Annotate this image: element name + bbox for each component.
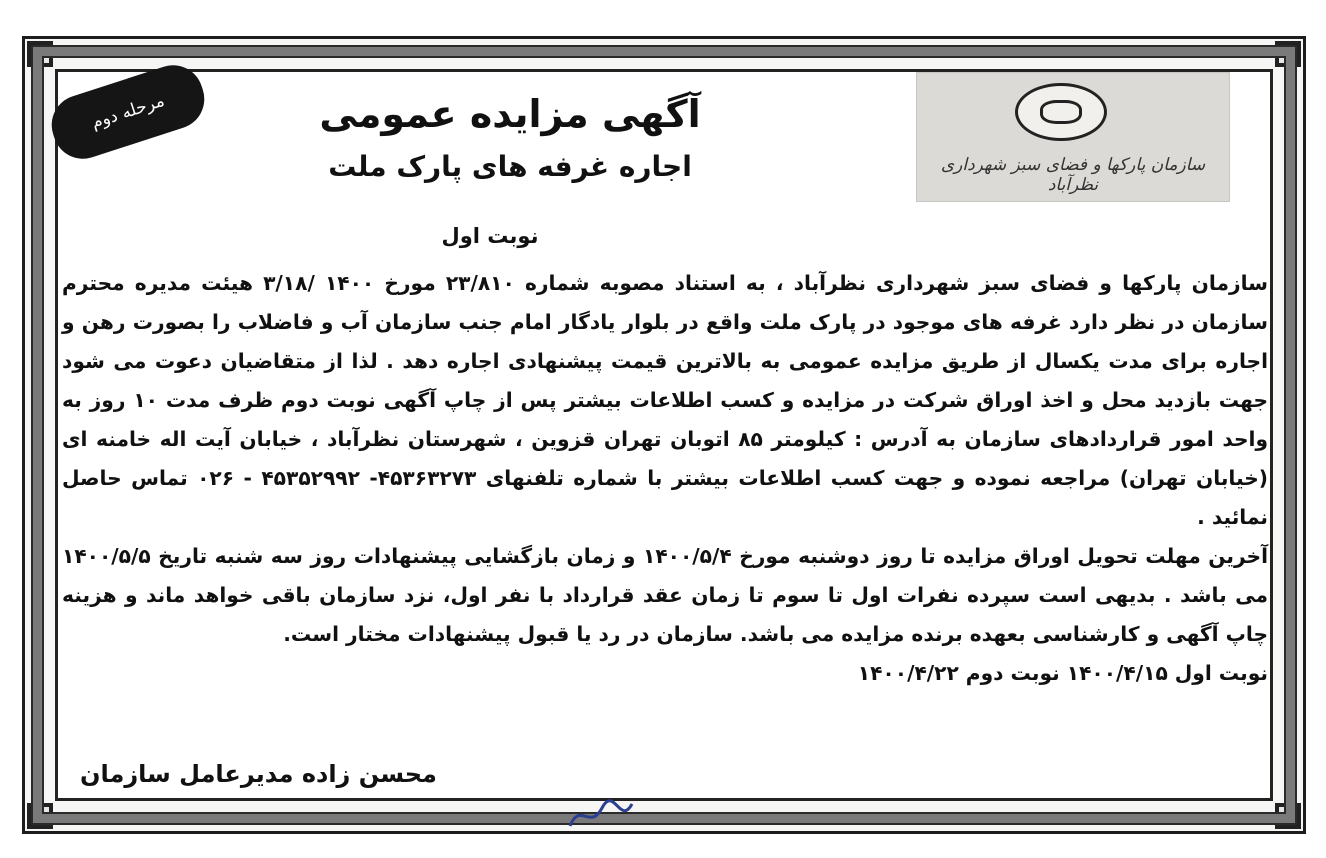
signatory: محسن زاده مدیرعامل سازمان: [80, 760, 437, 788]
logo-org-name: سازمان پارکها و فضای سبز شهرداری نظرآباد: [940, 155, 1206, 195]
body-paragraph-announcement: سازمان پارکها و فضای سبز شهرداری نظرآباد ، به استناد مصوبه شماره ۲۳/۸۱۰ مورخ ۱۴۰۰ /۳/۱۸ هیئت مدیره محترم سازمان در نظر دارد غرفه های موجود در پارک ملت واقع در بلوار یادگار امام جنب سازمان آب و فاضلاب را بصورت رهن و اجاره برای مدت یکسال از طریق مزایده عمومی به بالاترین قیمت پیشنهادی اجاره دهد . لذا از متقاضیان دعوت می شود جهت بازدید محل و اخذ اوراق شرکت در مزایده و کسب اطلاعات بیشتر پس از چاپ آگهی نوبت دوم ظرف مدت ۱۰ روز به واحد امور قراردادهای سازمان به آدرس : کیلومتر ۸۵ اتوبان تهران قزوین ، شهرستان نظرآباد ، خیابان آیت اله خامنه ای (خیابان تهران) مراجعه نموده و جهت کسب اطلاعات بیشتر با شماره تلفنهای ۴۵۳۶۳۲۷۳- ۴۵۳۵۲۹۹۲ - ۰۲۶ تماس حاصل نمائید .: [62, 271, 1269, 529]
round-label: نوبت اول: [441, 224, 539, 248]
emblem-icon: [1015, 83, 1107, 141]
ad-body: [62, 264, 1268, 693]
organization-logo: [916, 72, 1230, 202]
body-paragraph-deadline: آخرین مهلت تحویل اوراق مزایده تا روز دوشنبه مورخ ۱۴۰۰/۵/۴ و زمان بازگشایی پیشنهادات روز سه شنبه تاریخ ۱۴۰۰/۵/۵ می باشد . بدیهی است سپرده نفرات اول تا سوم تا زمان عقد قرارداد با نفر اول، نزد سازمان باقی خواهد ماند و هزینه چاپ آگهی و کارشناسی بعهده برنده مزایده می باشد. سازمان در رد یا قبول پیشنهادات مختار است.: [62, 544, 1268, 646]
stage-badge: مرحله دوم: [44, 57, 212, 166]
ad-title: آگهی مزایده عمومی: [319, 92, 701, 136]
handwritten-signature-mark: [560, 796, 640, 836]
publication-dates: نوبت اول ۱۴۰۰/۴/۱۵ نوبت دوم ۱۴۰۰/۴/۲۲: [857, 661, 1268, 685]
ad-subtitle: اجاره غرفه های پارک ملت: [328, 150, 692, 183]
